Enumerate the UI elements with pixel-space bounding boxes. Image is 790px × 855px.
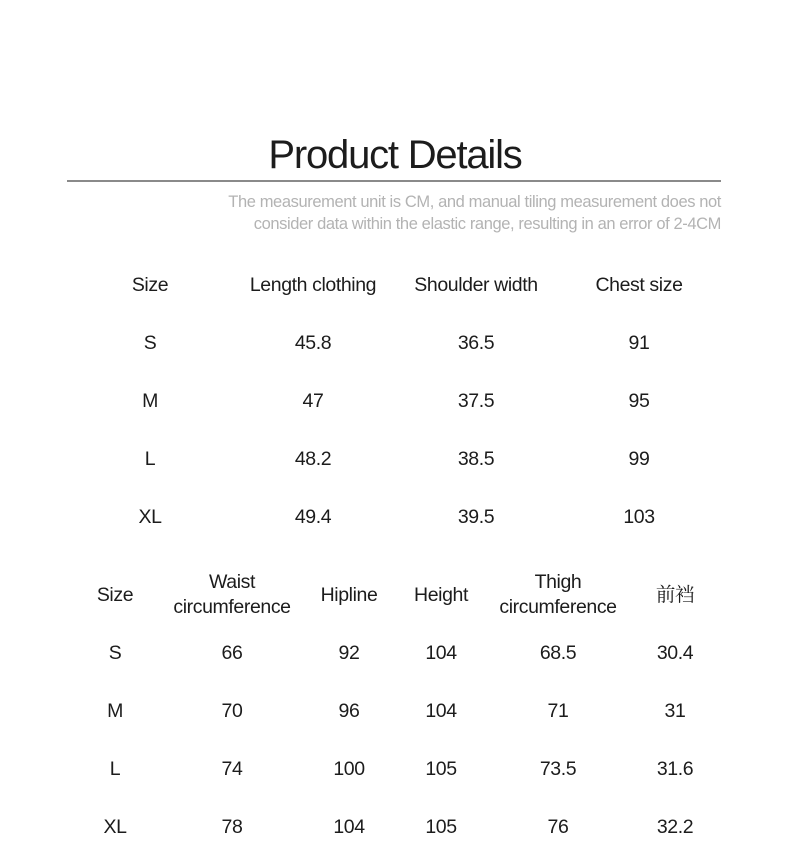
- table2-header: Height: [414, 584, 468, 606]
- table2-cell: 73.5: [539, 758, 577, 780]
- table2-size-label: XL: [103, 816, 127, 838]
- table2-header-line2: circumference: [499, 596, 617, 618]
- table1-size-label: S: [143, 332, 157, 354]
- table1-header: Length clothing: [249, 274, 377, 296]
- table2-size-label: S: [108, 642, 122, 664]
- table1-cell: 39.5: [457, 506, 495, 528]
- table1-cell: 48.2: [294, 448, 332, 470]
- table2-cell: 74: [221, 758, 243, 780]
- table2-cell: 31: [664, 700, 686, 722]
- table2-cell: 31.6: [656, 758, 694, 780]
- table2-cell: 104: [425, 700, 457, 722]
- table1-cell: 99: [628, 448, 650, 470]
- table2-cell: 92: [338, 642, 360, 664]
- table2-header: Size: [96, 584, 134, 606]
- table1-cell: 36.5: [457, 332, 495, 354]
- table1-size-label: XL: [138, 506, 162, 528]
- table2-cell: 105: [425, 758, 457, 780]
- table2-header: [173, 570, 290, 620]
- table1-cell: 91: [628, 332, 650, 354]
- table1-cell: 45.8: [294, 332, 332, 354]
- table2-header: Hipline: [320, 584, 378, 606]
- table2-cell: 71: [547, 700, 569, 722]
- table2-cell: 104: [425, 642, 457, 664]
- table1-cell: 49.4: [294, 506, 332, 528]
- table1-header: Shoulder width: [414, 274, 538, 296]
- table1-size-label: L: [144, 448, 156, 470]
- table2-header-line2: circumference: [173, 596, 291, 618]
- note-line-2: consider data within the elastic range, resulting in an error of 2-4CM: [253, 215, 721, 233]
- table1-header: Size: [131, 274, 169, 296]
- table2-header: 前裆: [655, 584, 695, 606]
- table2-cell: 105: [425, 816, 457, 838]
- table2-cell: 32.2: [656, 816, 694, 838]
- table2-header: [499, 570, 616, 620]
- table2-cell: 96: [338, 700, 360, 722]
- table2-cell: 76: [547, 816, 569, 838]
- table2-cell: 70: [221, 700, 243, 722]
- table1-size-label: M: [142, 390, 158, 412]
- table2-header-line1: Thigh: [534, 571, 582, 593]
- table2-size-label: L: [109, 758, 121, 780]
- table1-cell: 37.5: [457, 390, 495, 412]
- table2-cell: 104: [333, 816, 365, 838]
- note-line-1: The measurement unit is CM, and manual tiling measurement does not: [228, 193, 721, 211]
- table2-cell: 100: [333, 758, 365, 780]
- table1-cell: 95: [628, 390, 650, 412]
- divider: [67, 180, 721, 182]
- table1-header: Chest size: [595, 274, 683, 296]
- table2-header-line1: Waist: [208, 571, 256, 593]
- table2-cell: 68.5: [539, 642, 577, 664]
- page-title: Product Details: [268, 132, 522, 177]
- measurement-note: [101, 191, 721, 235]
- table1-cell: 47: [302, 390, 324, 412]
- table2-cell: 78: [221, 816, 243, 838]
- table2-size-label: M: [107, 700, 123, 722]
- table1-cell: 103: [623, 506, 655, 528]
- table1-cell: 38.5: [457, 448, 495, 470]
- table2-cell: 30.4: [656, 642, 694, 664]
- table2-cell: 66: [221, 642, 243, 664]
